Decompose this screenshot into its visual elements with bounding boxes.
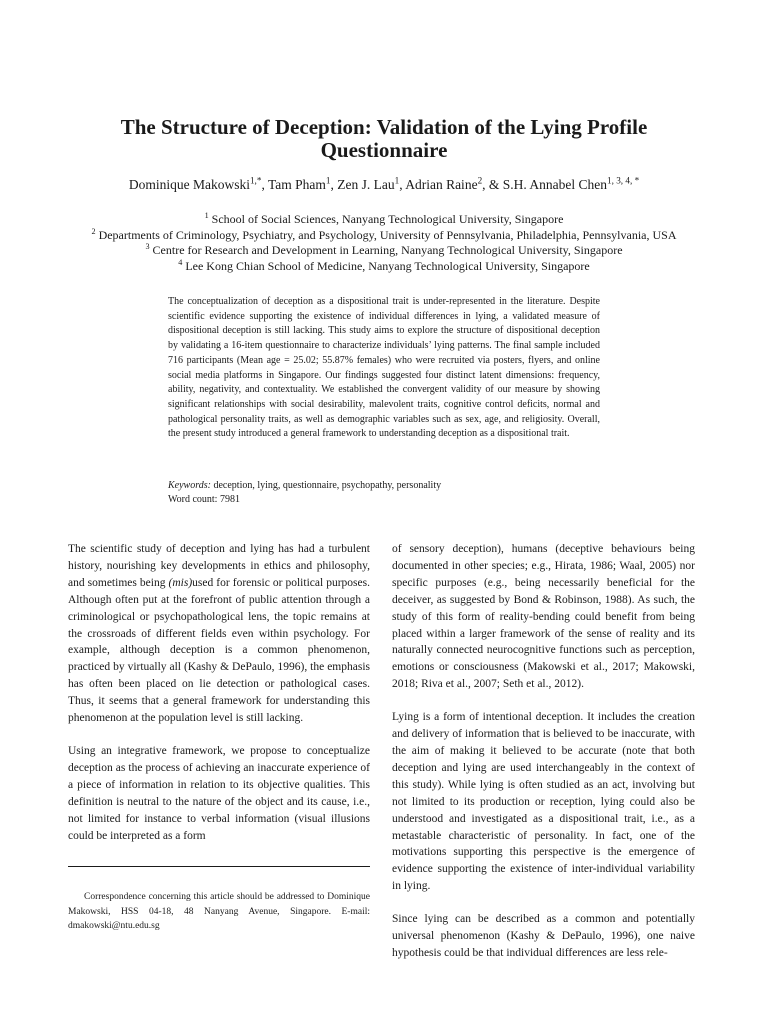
affiliation-number: 3 [145, 242, 150, 251]
author-separator: , [261, 177, 268, 192]
body-paragraph [68, 541, 370, 727]
paper-title: The Structure of Deception: Validation of the Lying Profile Questionnaire [120, 115, 648, 162]
author-affiliation-mark: 1 [325, 175, 331, 186]
affiliation-number: 1 [204, 211, 209, 220]
author-name: Zen J. Lau [337, 177, 395, 192]
author-name: Dominique Makowski [128, 177, 250, 192]
author-name: S.H. Annabel Chen [502, 177, 608, 192]
affiliation-number: 4 [178, 257, 183, 267]
body-text-italic: (mis) [168, 576, 193, 589]
affiliation-text: School of Social Sciences, Nanyang Technological University, Singapore [211, 212, 564, 226]
author-list [60, 176, 708, 194]
keywords-block [168, 479, 600, 506]
affiliation-text: Centre for Research and Development in Learning, Nanyang Technological University, Singapore [152, 243, 623, 257]
affiliation-line [40, 228, 728, 244]
affiliation-line [40, 243, 728, 259]
body-paragraph: of sensory deception), humans (deceptive behaviours being documented in other species; e.g., Hirata, 1986; Waal, 2005) nor specific purposes (e.g., being necessarily beneficial for the deceiver, as suggested by Bond & Robinson, 1988). As such, the study of this form of reality-bending could benefit from being placed within a larger framework of the sense of reality and its naturally connected neurocognitive functions such as perception, emotions or consciousness (Makowski et al., 2017; Makowski, 2018; Riva et al., 2007; Seth et al., 2012). [392, 543, 695, 691]
body-column-left [68, 541, 370, 860]
affiliation-line [40, 259, 728, 275]
author-affiliation-mark: 1 [394, 175, 400, 186]
body-paragraph: Lying is a form of intentional deception. It includes the creation and delivery of information that is believed to be inaccurate, with the aim of making it believed to be accurate (note that both deception and lying are used interchangeably in the context of this study). While lying is often studied as an act, involving but not limited to its production or reception, lying could also be understood and investigated as a dispositional trait, i.e., as a metastable characteristic of personality. In fact, one of the motivations supporting this perspective is the emergence of evidence supporting the existence of inter-individual variability in lying. [392, 711, 695, 893]
author-affiliation-mark: 1,* [249, 175, 262, 186]
affiliation-text: Departments of Criminology, Psychiatry, and Psychology, University of Pennsylvania, Philadelphia, Pennsylvania, USA [98, 227, 677, 242]
author-separator: , [399, 177, 406, 192]
keywords-text: deception, lying, questionnaire, psychopathy, personality [213, 480, 442, 491]
word-count: Word count: 7981 [168, 493, 240, 505]
body-text: The scientific study of deception and lying has had a turbulent history, nourishing key developments in ethics and philosophy, and sometimes being [68, 543, 370, 589]
affiliation-text: Lee Kong Chian School of Medicine, Nanyang Technological University, Singapore [185, 258, 590, 273]
author-name: Adrian Raine [405, 177, 478, 192]
body-text: used for forensic or political purposes. Although often put at the forefront of public attention through a criminological or psychopathological lens, the topic remains at the crossroads of different fields even within psychology. For example, although deception is a common phenomenon, practiced by virtually all (Kashy & DePaulo, 1996), the emphasis has often been placed on lie detection or pathological cases. Thus, it seems that a general framework for understanding this phenomenon at the population level is still lacking. [68, 576, 370, 725]
keywords-line [168, 479, 600, 493]
affiliation-list [40, 212, 728, 274]
correspondence-footnote: Correspondence concerning this article should be addressed to Dominique Makowski, HSS 04-18, 48 Nanyang Avenue, Singapore. E-mail: dmakowski@ntu.edu.sg [68, 892, 370, 931]
abstract: The conceptualization of deception as a dispositional trait is under-represented in the literature. Despite scientific evidence supporting the existence of individual differences in lying, a validated measure of dispositional deception is still lacking. This study aims to explore the structure of dispositional deception by validating a 16-item questionnaire to characterize individuals’ lying patterns. The final sample included 716 participants (Mean age = 25.02; 55.87% females) who were recruited via posters, flyers, and online social media platforms in Singapore. Our findings suggested four distinct latent dimensions: frequency, ability, negativity, and contextuality. We established the convergent validity of our measure by showing significant relationships with social desirability, malevolent traits, cognitive control deficits, normal and pathological personality traits, as well as demographic variables such as sex, age, and religiosity. Overall, the present study introduced a general framework to understanding deception as a dispositional trait. [168, 296, 600, 440]
author-name: Tam Pham [267, 177, 326, 192]
keywords-label: Keywords: [168, 480, 211, 491]
author-affiliation-mark: 1, 3, 4, * [607, 175, 640, 186]
body-paragraph: Using an integrative framework, we propose to conceptualize deception as the process of achieving an inaccurate experience of a piece of information in relation to its objective qualities. This definition is neutral to the nature of the object and its cause, i.e., not limited for instance to verbal information (visual illusions could be interpreted as a form [68, 744, 370, 842]
body-paragraph: Since lying can be described as a common and potentially universal phenomenon (Kashy & DePaulo, 1996), one naive hypothesis could be that individual differences are less rele- [392, 913, 695, 959]
author-separator: , [330, 177, 338, 192]
author-separator: , & [482, 177, 503, 192]
footnote-divider [68, 866, 370, 867]
author-affiliation-mark: 2 [477, 175, 483, 186]
affiliation-line [40, 212, 728, 228]
affiliation-number: 2 [91, 226, 96, 236]
body-column-right [392, 541, 695, 978]
